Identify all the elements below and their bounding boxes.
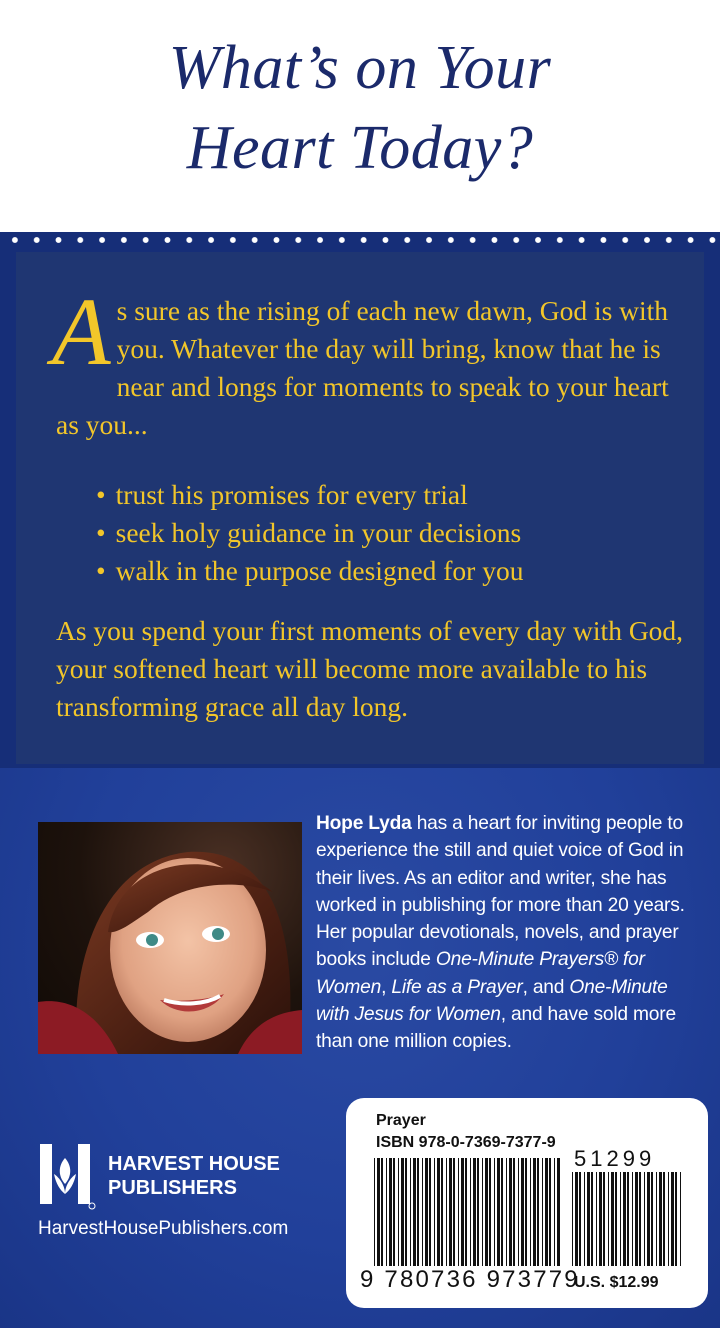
- barcode-stripe: [425, 1158, 428, 1266]
- barcode-stripe: [542, 1158, 543, 1266]
- barcode-stripe: [620, 1172, 621, 1266]
- barcode-stripe: [497, 1158, 500, 1266]
- addon-code: 51299: [574, 1146, 656, 1171]
- barcode-stripe: [449, 1158, 452, 1266]
- barcode-stripe: [509, 1158, 512, 1266]
- barcode-stripe: [506, 1158, 507, 1266]
- barcode-stripe: [627, 1172, 629, 1266]
- publisher-url[interactable]: HarvestHousePublishers.com: [38, 1218, 289, 1239]
- barcode-stripe: [374, 1158, 375, 1266]
- book-title-2: Life as a Prayer: [391, 976, 523, 998]
- barcode-stripe: [477, 1158, 479, 1266]
- ean-number: 9 780736 973779: [360, 1266, 580, 1293]
- barcode-stripe: [494, 1158, 495, 1266]
- barcode-stripe: [623, 1172, 626, 1266]
- barcode-stripe: [513, 1158, 515, 1266]
- barcode-stripe: [437, 1158, 440, 1266]
- closing-paragraph: As you spend your first moments of every day with God, your softened heart will become more available to his transforming grace all day long.: [56, 615, 684, 722]
- back-cover-bottom: [0, 780, 720, 1328]
- barcode-stripe: [405, 1158, 407, 1266]
- isbn-label: ISBN 978-0-7369-7377-9: [376, 1134, 556, 1151]
- barcode-stripe: [680, 1172, 681, 1266]
- barcode-stripe: [575, 1172, 578, 1266]
- barcode-stripe: [656, 1172, 657, 1266]
- barcode-stripe: [458, 1158, 459, 1266]
- barcode-stripe: [533, 1158, 536, 1266]
- barcode-stripe: [545, 1158, 548, 1266]
- harvest-house-logo-icon: [38, 1140, 96, 1210]
- barcode-stripe: [410, 1158, 411, 1266]
- barcode-stripe: [398, 1158, 399, 1266]
- barcode-stripe: [591, 1172, 593, 1266]
- barcode-stripe: [429, 1158, 431, 1266]
- publisher-name: [108, 1152, 280, 1200]
- barcode-stripe: [615, 1172, 617, 1266]
- barcode-stripe: [651, 1172, 653, 1266]
- list-item: • seek holy guidance in your decisions: [96, 514, 523, 552]
- barcode-stripe: [611, 1172, 614, 1266]
- barcode-icon: [374, 1158, 562, 1266]
- list-item: • walk in the purpose designed for you: [96, 552, 523, 590]
- dotted-border-top: [0, 236, 720, 244]
- barcode-stripe: [671, 1172, 674, 1266]
- barcode-stripe: [470, 1158, 471, 1266]
- barcode-stripe: [521, 1158, 524, 1266]
- bio-separator: , and: [522, 976, 570, 998]
- barcode-stripe: [465, 1158, 467, 1266]
- bullet-list: [96, 476, 523, 590]
- intro-paragraph: [52, 278, 686, 444]
- barcode-stripe: [549, 1158, 551, 1266]
- barcode-stripe: [446, 1158, 447, 1266]
- barcode-stripe: [639, 1172, 641, 1266]
- barcode-stripe: [663, 1172, 665, 1266]
- barcode-stripe: [422, 1158, 423, 1266]
- barcode-stripe: [434, 1158, 435, 1266]
- barcode-stripe: [482, 1158, 483, 1266]
- barcode-stripe: [668, 1172, 669, 1266]
- barcode-stripe: [501, 1158, 503, 1266]
- barcode-stripe: [453, 1158, 455, 1266]
- barcode-stripe: [413, 1158, 416, 1266]
- bio-separator: ,: [381, 976, 392, 998]
- barcode-stripe: [441, 1158, 443, 1266]
- barcode-stripe: [584, 1172, 585, 1266]
- barcode-stripe: [572, 1172, 573, 1266]
- book-title: [0, 28, 720, 188]
- barcode-stripe: [596, 1172, 597, 1266]
- barcode-stripe: [608, 1172, 609, 1266]
- barcode-stripe: [647, 1172, 650, 1266]
- category-label: Prayer: [376, 1112, 426, 1129]
- barcode-stripe: [554, 1158, 555, 1266]
- barcode-stripe: [485, 1158, 488, 1266]
- barcode-stripe: [579, 1172, 581, 1266]
- barcode-stripe: [537, 1158, 539, 1266]
- barcode-stripe: [518, 1158, 519, 1266]
- barcode-stripe: [557, 1158, 560, 1266]
- drop-cap: A: [52, 278, 111, 385]
- addon-barcode-icon: [572, 1172, 684, 1266]
- barcode-stripe: [401, 1158, 404, 1266]
- barcode-stripe: [489, 1158, 491, 1266]
- barcode-stripe: [386, 1158, 387, 1266]
- barcode-stripe: [603, 1172, 605, 1266]
- publisher-name-line-1: HARVEST HOUSE: [108, 1153, 280, 1175]
- barcode-stripe: [393, 1158, 395, 1266]
- list-item: • trust his promises for every trial: [96, 476, 523, 514]
- barcode-stripe: [659, 1172, 662, 1266]
- author-name: Hope Lyda: [316, 813, 412, 834]
- barcode-box: [346, 1098, 708, 1308]
- barcode-stripe: [635, 1172, 638, 1266]
- barcode-stripe: [473, 1158, 476, 1266]
- barcode-stripe: [632, 1172, 633, 1266]
- title-line-2: Heart Today?: [186, 114, 534, 182]
- barcode-stripe: [417, 1158, 419, 1266]
- barcode-stripe: [599, 1172, 602, 1266]
- barcode-stripe: [675, 1172, 677, 1266]
- barcode-stripe: [525, 1158, 527, 1266]
- cover-header: [0, 0, 720, 232]
- author-photo: [38, 822, 302, 1054]
- title-line-1: What’s on Your: [168, 34, 552, 102]
- barcode-stripe: [644, 1172, 645, 1266]
- book-title-3: One-Minute with Jesus for Women: [316, 976, 668, 1026]
- bio-text-end: , and have sold more than one million copies.: [316, 1004, 676, 1053]
- author-portrait-illustration: [38, 822, 302, 1054]
- price-label: U.S. $12.99: [574, 1274, 659, 1291]
- author-bio: [316, 810, 696, 1056]
- barcode-stripe: [530, 1158, 531, 1266]
- quote-band: [0, 232, 720, 780]
- barcode-stripe: [587, 1172, 590, 1266]
- publisher-name-line-2: PUBLISHERS: [108, 1177, 237, 1199]
- intro-text: s sure as the rising of each new dawn, God is with you. Whatever the day will bring, know that he is near and longs for moments to speak to your heart as you...: [56, 295, 669, 440]
- book-title-1: One-Minute Prayers® for Women: [316, 949, 645, 998]
- barcode-stripe: [377, 1158, 380, 1266]
- bio-text: has a heart for inviting people to experience the still and quiet voice of God in their lives. As an editor and writer, she has worked in publishing for more than 20 years. Her popular devotionals, novels, and prayer books include: [316, 813, 685, 971]
- barcode-stripe: [381, 1158, 383, 1266]
- barcode-stripe: [389, 1158, 392, 1266]
- barcode-stripe: [461, 1158, 464, 1266]
